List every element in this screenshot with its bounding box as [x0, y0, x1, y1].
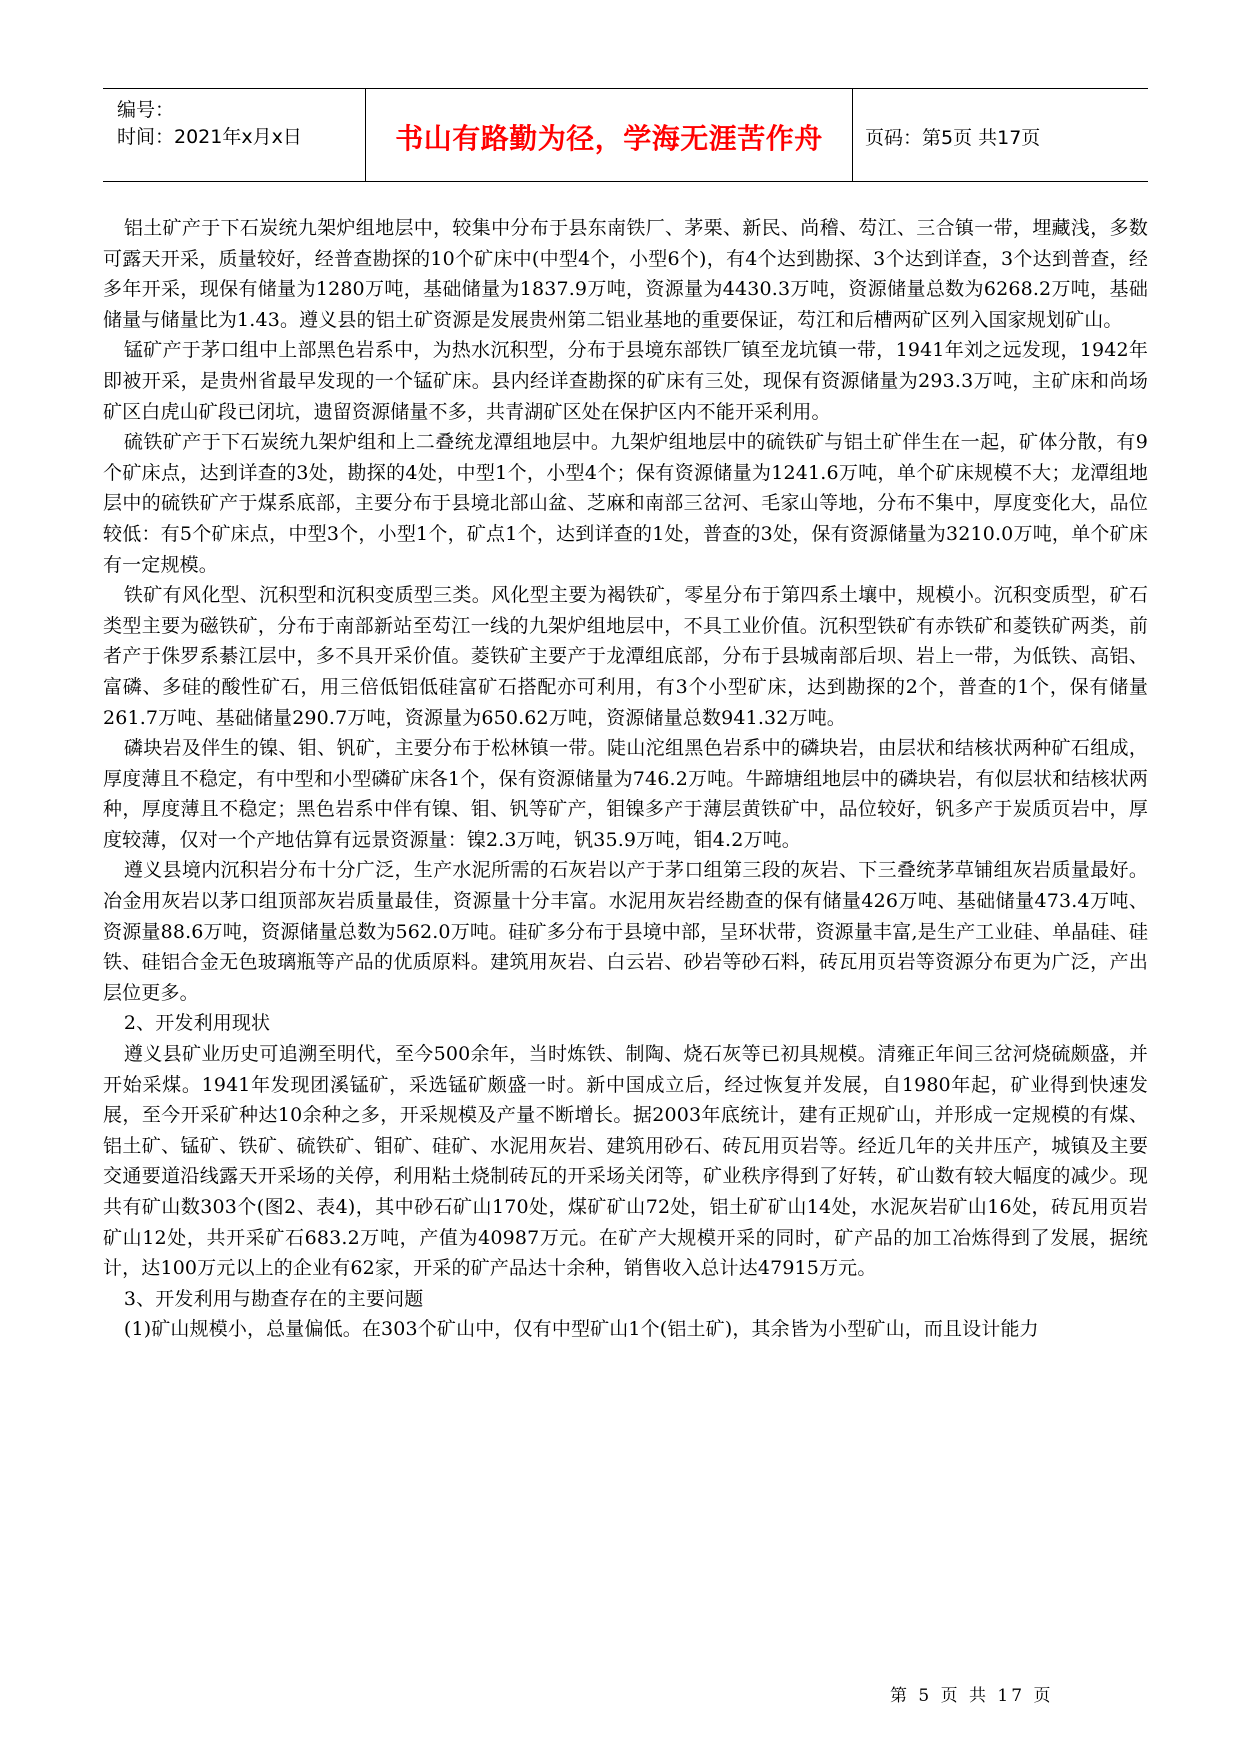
paragraph-mining-history: 遵义县矿业历史可追溯至明代，至今500余年，当时炼铁、制陶、烧石灰等已初具规模。清雍正年间三岔河烧硫颇盛，并开始采煤。1941年发现团溪锰矿，采选锰矿颇盛一时。新中国成立后，经过恢复并发展，自1980年起，矿业得到快速发展，至今开采矿种达10余种之多，开采规模及产量不断增长。据2003年底统计，建有正规矿山，并形成一定规模的有煤、铝土矿、锰矿、铁矿、硫铁矿、钼矿、硅矿、水泥用灰岩、建筑用砂石、砖瓦用页岩等。经近几年的关井压产，城镇及主要交通要道沿线露天开采场的关停，利用粘土烧制砖瓦的开采场关闭等，矿业秩序得到了好转，矿山数有较大幅度的减少。现共有矿山数303个(图2、表4)，其中砂石矿山170处，煤矿矿山72处，铝土矿矿山14处，水泥灰岩矿山16处，砖瓦用页岩矿山12处，共开采矿石683.2万吨，产值为40987万元。在矿产大规模开采的同时，矿产品的加工冶炼得到了发展，据统计，达100万元以上的企业有62家，开采的矿产品达十余种，销售收入总计达47915万元。 — [103, 1043, 1148, 1280]
paragraph-pyrite: 硫铁矿产于下石炭统九架炉组和上二叠统龙潭组地层中。九架炉组地层中的硫铁矿与铝土矿伴生在一起，矿体分散，有9个矿床点，达到详查的3处，勘探的4处，中型1个，小型4个；保有资源储量为1241.6万吨，单个矿床规模不大；龙潭组地层中的硫铁矿产于煤系底部，主要分布于县境北部山盆、芝麻和南部三岔河、毛家山等地，分布不集中，厚度变化大，品位较低：有5个矿床点，中型3个，小型1个，矿点1个，达到详查的1处，普查的3处，保有资源储量为3210.0万吨，单个矿床有一定规模。 — [103, 431, 1148, 576]
document-time-label: 时间：2021年x月x日 — [117, 126, 302, 148]
header-info-cell — [103, 89, 366, 181]
header-page-label: 页码：第5页 共17页 — [865, 127, 1041, 149]
paragraph-iron: 铁矿有风化型、沉积型和沉积变质型三类。风化型主要为褐铁矿，零星分布于第四系土壤中，规模小。沉积变质型，矿石类型主要为磁铁矿，分布于南部新站至芶江一线的九架炉组地层中，不具工业价值。沉积型铁矿有赤铁矿和菱铁矿两类，前者产于侏罗系綦江层中，多不具开采价值。菱铁矿主要产于龙潭组底部，分布于县城南部后坝、岩上一带，为低铁、高铝、富磷、多硅的酸性矿石，用三倍低铝低硅富矿石搭配亦可利用，有3个小型矿床，达到勘探的2个，普查的1个，保有储量261.7万吨、基础储量290.7万吨，资源量为650.62万吨，资源储量总数941.32万吨。 — [103, 584, 1148, 729]
paragraph-phosphorite: 磷块岩及伴生的镍、钼、钒矿，主要分布于松林镇一带。陡山沱组黑色岩系中的磷块岩，由层状和结核状两种矿石组成，厚度薄且不稳定，有中型和小型磷矿床各1个，保有资源储量为746.2万吨。牛蹄塘组地层中的磷块岩，有似层状和结核状两种，厚度薄且不稳定；黑色岩系中伴有镍、钼、钒等矿产，钼镍多产于薄层黄铁矿中，品位较好，钒多产于炭质页岩中，厚度较薄，仅对一个产地估算有远景资源量：镍2.3万吨，钒35.9万吨，钼4.2万吨。 — [103, 737, 1148, 851]
section-heading-development-status: 2、开发利用现状 — [123, 1012, 271, 1035]
page-footer: 第 5 页 共 17 页 — [890, 1686, 1054, 1706]
paragraph-manganese: 锰矿产于茅口组中上部黑色岩系中，为热水沉积型，分布于县境东部铁厂镇至龙坑镇一带，1941年刘之远发现，1942年即被开采，是贵州省最早发现的一个锰矿床。县内经详查勘探的矿床有三处，现保有资源储量为293.3万吨，主矿床和尚场矿区白虎山矿段已闭坑，遗留资源储量不多，共青湖矿区处在保护区内不能开采利用。 — [103, 339, 1148, 423]
paragraph-problem-1: (1)矿山规模小，总量偏低。在303个矿山中，仅有中型矿山1个(铝土矿)，其余皆为小型矿山，而且设计能力 — [123, 1318, 1039, 1341]
document-body — [103, 213, 1148, 1345]
header-motto: 书山有路勤为径，学海无涯苦作舟 — [395, 122, 823, 155]
paragraph-sedimentary-rock: 遵义县境内沉积岩分布十分广泛，生产水泥所需的石灰岩以产于茅口组第三段的灰岩、下三叠统茅草铺组灰岩质量最好。冶金用灰岩以茅口组顶部灰岩质量最佳，资源量十分丰富。水泥用灰岩经勘查的保有储量426万吨、基础储量473.4万吨、资源量88.6万吨，资源储量总数为562.0万吨。硅矿多分布于县境中部，呈环状带，资源量丰富,是生产工业硅、单晶硅、硅铁、硅铝合金无色玻璃瓶等产品的优质原料。建筑用灰岩、白云岩、砂岩等砂石料，砖瓦用页岩等资源分布更为广泛，产出层位更多。 — [103, 859, 1148, 1004]
document-number-label: 编号： — [117, 99, 175, 121]
page-header — [103, 88, 1148, 182]
header-page-cell — [853, 89, 1148, 181]
section-heading-problems: 3、开发利用与勘查存在的主要问题 — [123, 1287, 424, 1310]
paragraph-bauxite: 铝土矿产于下石炭统九架炉组地层中，较集中分布于县东南铁厂、茅栗、新民、尚稽、芶江、三合镇一带，埋藏浅，多数可露天开采，质量较好，经普查勘探的10个矿床中(中型4个，小型6个)，有4个达到勘探、3个达到详查，3个达到普查，经多年开采，现保有储量为1280万吨，基础储量为1837.9万吨，资源量为4430.3万吨，资源储量总数为6268.2万吨，基础储量与储量比为1.43。遵义县的铝土矿资源是发展贵州第二铝业基地的重要保证，芶江和后槽两矿区列入国家规划矿山。 — [103, 217, 1148, 331]
header-motto-cell — [366, 89, 853, 181]
